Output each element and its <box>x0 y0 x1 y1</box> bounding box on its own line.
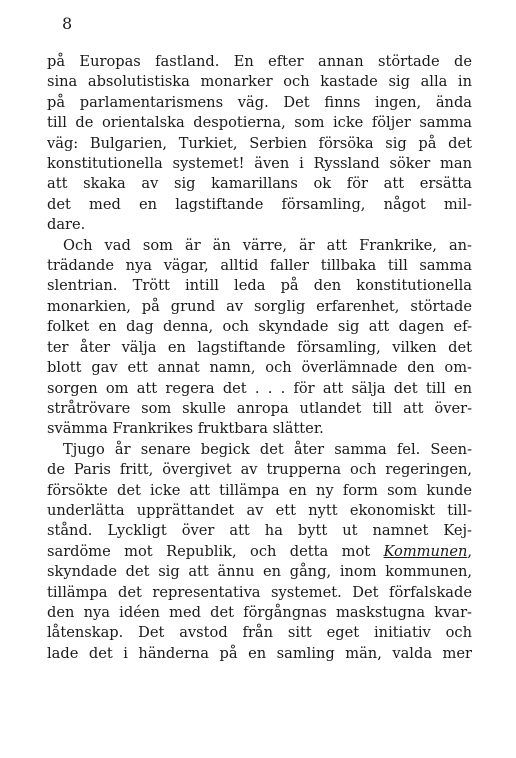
text-line: dare. <box>47 216 86 234</box>
text-line: att skaka av sig kamarillans ok för att ersätta <box>47 175 472 193</box>
text-line: på parlamentarismens väg. Det finns ingen, ända <box>47 93 472 111</box>
text-line: på Europas fastland. En efter annan störtade de <box>47 53 472 70</box>
text-line: försökte det icke att tillämpa en ny form som kunde <box>47 481 472 499</box>
emphasized-word: Kommunen <box>383 542 468 560</box>
text-line: den nya idéen med det förgångnas maskstugna kvar- <box>47 603 472 621</box>
text-line: stråtrövare som skulle anropa utlandet till att över- <box>47 399 472 417</box>
text-line: låtenskap. Det avstod från sitt eget initiativ och <box>47 624 472 642</box>
text-line: monarkien, på grund av sorglig erfarenhet, störtade <box>47 297 472 315</box>
text-line: det med en lagstiftande församling, något mil- <box>47 195 472 213</box>
text-line: lade det i händerna på en samling män, valda mer <box>47 644 472 662</box>
text-line: underlätta upprättandet av ett nytt ekonomiskt till- <box>47 501 472 519</box>
text-line: stånd. Lyckligt över att ha bytt ut namnet Kej- <box>47 522 472 540</box>
text-line: skyndade det sig att ännu en gång, inom kommunen, <box>47 563 472 581</box>
text-line: de Paris fritt, övergivet av trupperna och regeringen, <box>47 461 472 479</box>
text-line: blott gav ett annat namn, och överlämnade den om- <box>47 359 472 377</box>
text-line: slentrian. Trött intill leda på den konstitutionella <box>47 277 472 295</box>
text-line: ter åter välja en lagstiftande församling, vilken det <box>47 338 472 356</box>
page-number: 8 <box>62 14 73 33</box>
text-line: väg: Bulgarien, Turkiet, Serbien försöka sig på det <box>47 134 472 152</box>
body-text <box>47 52 472 664</box>
text-line: svämma Frankrikes fruktbara slätter. <box>47 420 324 438</box>
text-line: sardöme mot Republik, och detta mot Kommunen, <box>47 542 472 560</box>
text-line: sina absolutistiska monarker och kastade sig alla in <box>47 73 472 91</box>
text-line: till de orientalska despotierna, som icke följer samma <box>47 114 472 132</box>
text-line: Och vad som är än värre, är att Frankrike, an- <box>63 236 472 254</box>
text-line: sorgen om att regera det . . . för att sälja det till en <box>47 379 472 397</box>
text-line: konstitutionella systemet! även i Ryssland söker man <box>47 155 472 173</box>
text-line: Tjugo år senare begick det åter samma fel. Seen- <box>63 440 472 458</box>
text-line: folket en dag denna, och skyndade sig att dagen ef- <box>47 318 472 336</box>
text-line: tillämpa det representativa systemet. Det förfalskade <box>47 583 472 601</box>
text-line: trädande nya vägar, alltid faller tillbaka till samma <box>47 257 472 275</box>
